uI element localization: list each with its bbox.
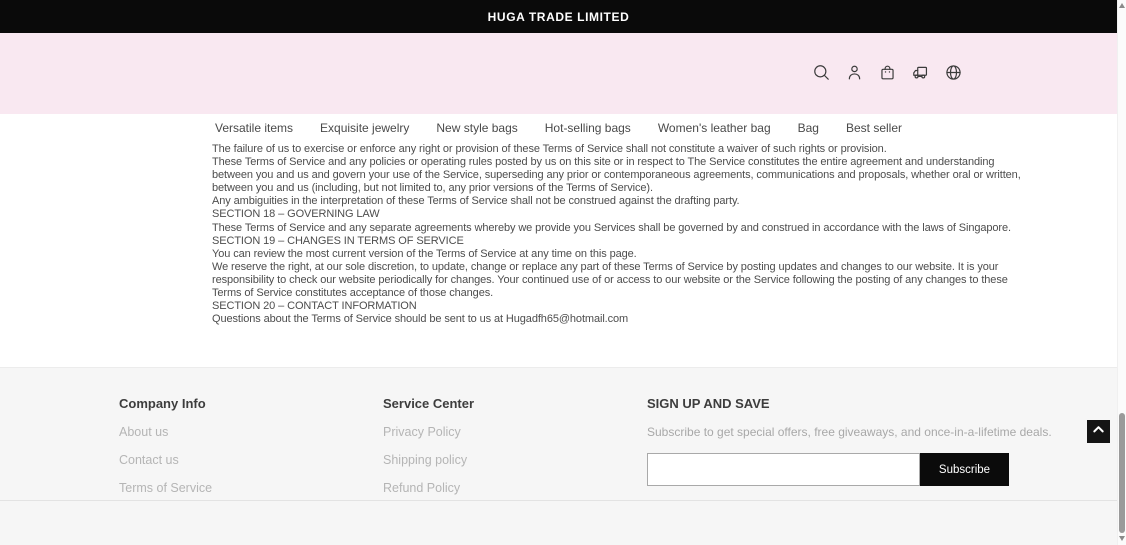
footer-link-contact-us[interactable]: Contact us [119,453,179,467]
terms-line: These Terms of Service and any separate agreements whereby we provide you Services shall be governed by and construed in accordance with the laws of Singapore. [212,221,1011,234]
nav-item-best-seller[interactable]: Best seller [845,121,903,135]
store-name: HUGA TRADE LIMITED [487,9,630,24]
footer [0,367,1117,500]
newsletter-email-input[interactable] [647,453,920,486]
footer-bottom-bar [0,500,1117,545]
scrollbar-thumb[interactable] [1119,413,1125,533]
terms-line: Any ambiguities in the interpretation of these Terms of Service shall not be construed against the drafting party. [212,195,740,208]
footer-company-info-title: Company Info [119,396,206,411]
nav-item-hot-selling-bags[interactable]: Hot-selling bags [544,121,631,135]
terms-line: responsibility to check our website periodically for changes. Your continued use of or access to our website or the Service following the posting of any changes to these [212,273,1008,286]
terms-contact-line: Questions about the Terms of Service should be sent to us at Hugadfh65@hotmail.com [212,313,629,326]
terms-section-19-heading: SECTION 19 – CHANGES IN TERMS OF SERVICE [212,234,464,247]
footer-signup-column [647,396,1052,486]
main-nav [0,114,1117,142]
terms-line: Terms of Service constitutes acceptance of those changes. [212,287,494,300]
chevron-up-icon [1092,423,1105,441]
terms-line: You can review the most current version of the Terms of Service at any time on this page. [212,247,637,260]
top-announcement-bar [0,0,1117,33]
search-icon[interactable] [812,63,831,82]
scrollbar-down-arrow-icon[interactable] [1119,535,1126,543]
back-to-top-button[interactable] [1087,420,1110,443]
shopping-bag-icon[interactable] [878,63,897,82]
footer-service-center-column [383,396,474,509]
terms-line: between you and us and govern your use of the Service, superseding any prior or contemporaneous agreements, communications and proposals, whether oral or written, [212,169,1021,182]
footer-link-about-us[interactable]: About us [119,425,169,439]
header-icon-row [812,63,963,82]
terms-line: between you and us (including, but not limited to, any prior versions of the Terms of Service). [212,182,653,195]
language-globe-icon[interactable] [944,63,963,82]
terms-line: The failure of us to exercise or enforce any right or provision of these Terms of Service shall not constitute a waiver of such rights or provision. [212,143,887,155]
terms-line: These Terms of Service and any policies or operating rules posted by us on this site or in respect to The Service constitutes the entire agreement and understanding [212,156,995,169]
signup-form [647,453,1052,486]
nav-item-bag[interactable]: Bag [797,121,819,135]
account-icon[interactable] [845,63,864,82]
signup-subtitle: Subscribe to get special offers, free giveaways, and once-in-a-lifetime deals. [647,425,1052,439]
terms-section-18-heading: SECTION 18 – GOVERNING LAW [212,208,380,221]
delivery-truck-icon[interactable] [911,63,930,82]
terms-line: We reserve the right, at our sole discretion, to update, change or replace any part of these Terms of Service by posting updates and changes to our website. It is your [212,260,999,273]
footer-link-privacy-policy[interactable]: Privacy Policy [383,425,461,439]
footer-link-terms-of-service[interactable]: Terms of Service [119,481,213,495]
vertical-scrollbar[interactable] [1117,0,1126,545]
footer-link-shipping-policy[interactable]: Shipping policy [383,453,468,467]
nav-item-womens-leather-bag[interactable]: Women's leather bag [657,121,771,135]
nav-item-exquisite-jewelry[interactable]: Exquisite jewelry [320,121,410,135]
header-band [0,33,1117,114]
subscribe-button[interactable]: Subscribe [920,453,1009,486]
scrollbar-up-arrow-icon[interactable] [1119,2,1126,10]
footer-service-center-title: Service Center [383,396,475,411]
signup-title: SIGN UP AND SAVE [647,396,770,411]
terms-section-20-heading: SECTION 20 – CONTACT INFORMATION [212,300,417,313]
nav-item-new-style-bags[interactable]: New style bags [436,121,518,135]
terms-of-service-text [212,143,1107,326]
nav-item-versatile-items[interactable]: Versatile items [214,121,294,135]
footer-link-refund-policy[interactable]: Refund Policy [383,481,461,495]
footer-company-info-column [119,396,212,509]
